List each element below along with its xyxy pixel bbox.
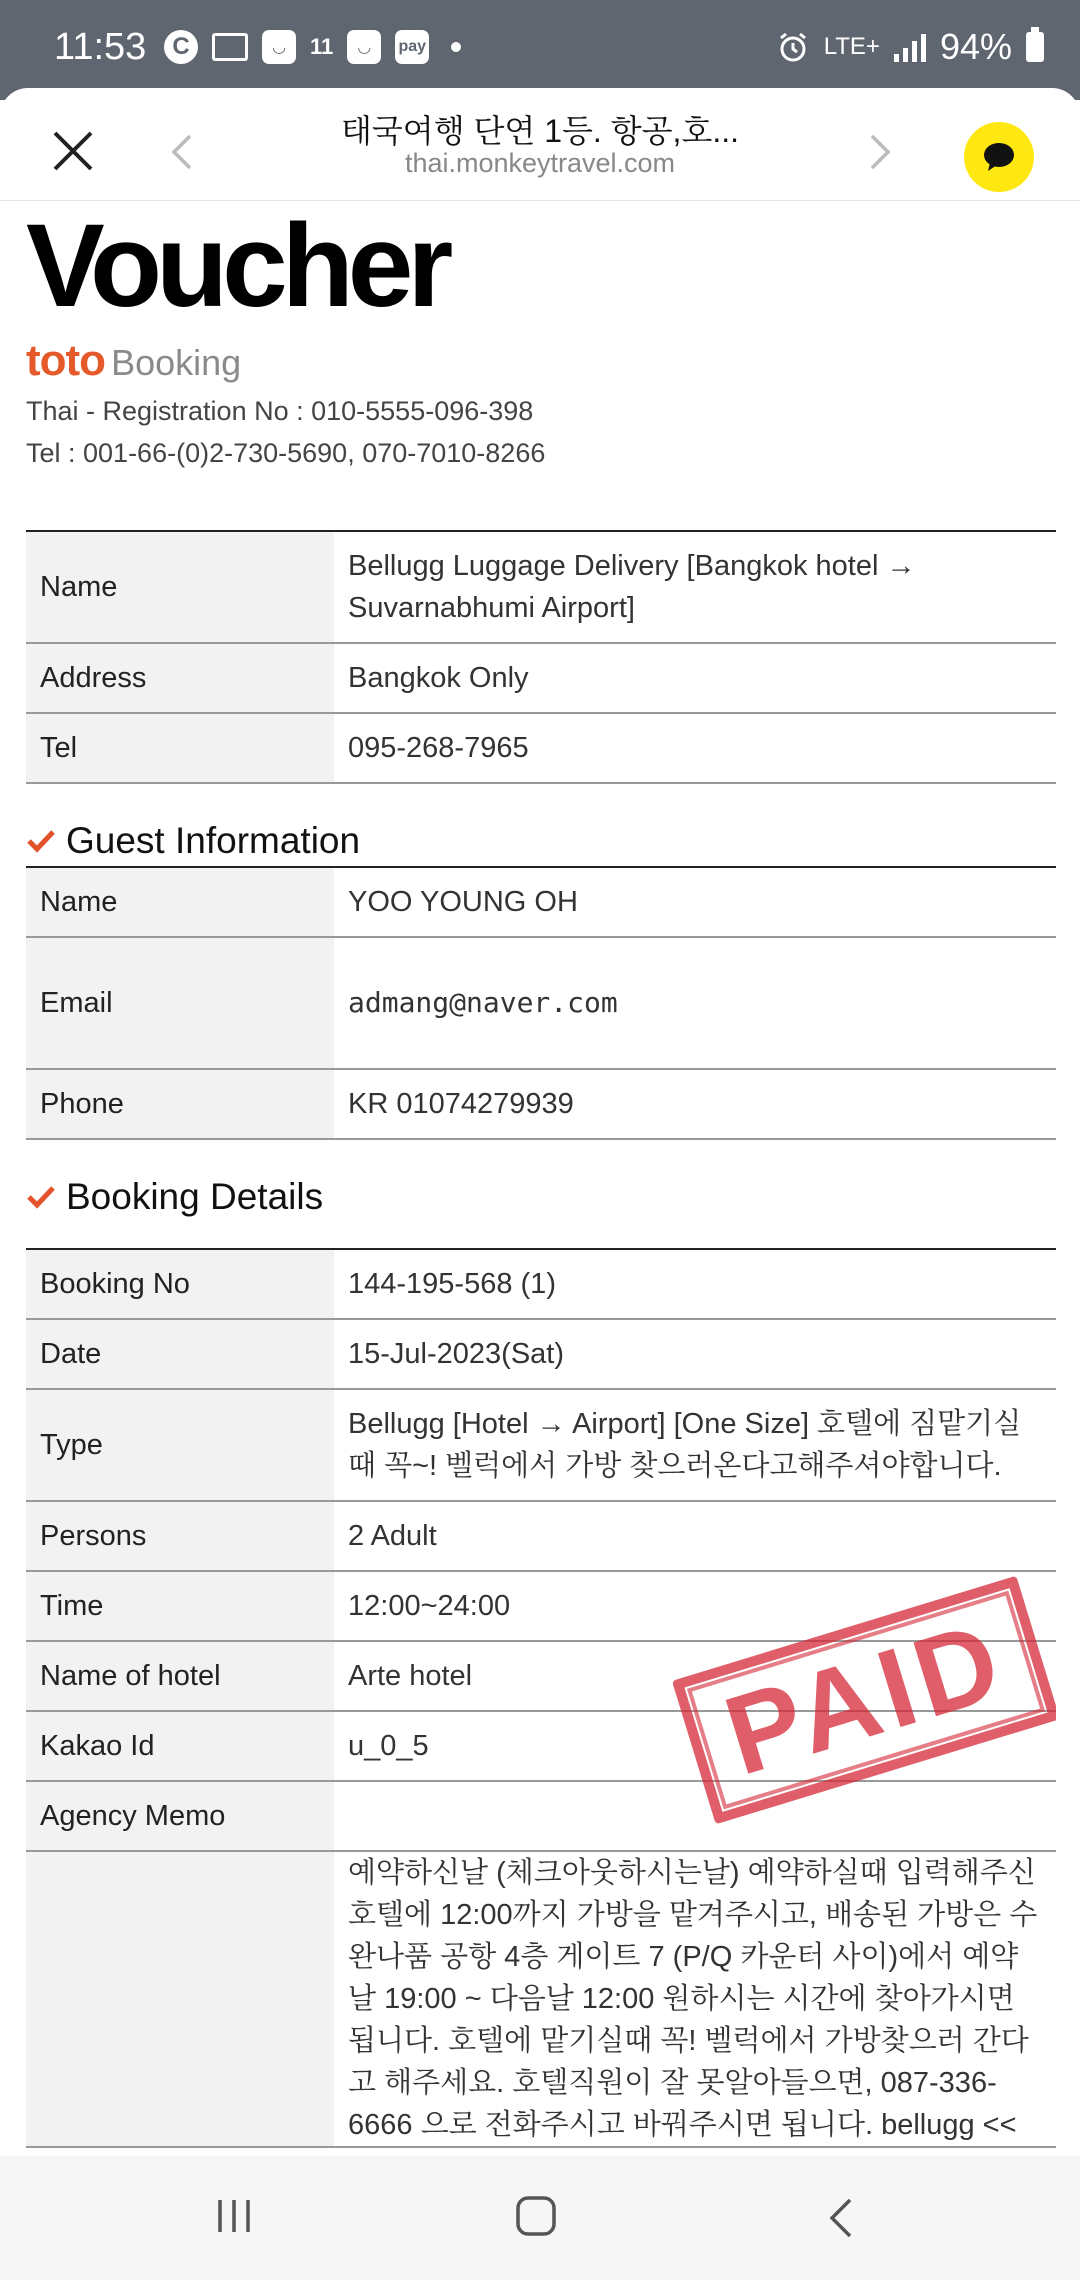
logo-brand: toto [26,336,106,385]
row-label: Tel [26,713,334,783]
row-label: Date [26,1319,334,1389]
more-notifications-dot [451,42,461,52]
row-value: u_0_5 [334,1711,1056,1781]
row-label: Agency Memo [26,1781,334,1851]
row-label: Persons [26,1501,334,1571]
table-row [26,1641,1056,1711]
row-value: 12:00~24:00 [334,1571,1056,1641]
status-bar [0,0,1080,100]
shopping-bag-icon: ◡ [262,30,296,64]
stamp-text: PAID [711,1596,1019,1799]
section-title: Booking Details [66,1176,324,1217]
notification-icons [164,30,461,64]
row-value: 144-195-568 (1) [334,1249,1056,1319]
table-row [26,1389,1056,1501]
row-value: KR 01074279939 [334,1069,1056,1139]
row-label: Name [26,531,334,643]
voucher-title: Voucher [26,200,448,332]
page-url[interactable]: thai.monkeytravel.com [404,148,676,178]
battery-icon [1026,32,1044,62]
card-icon [212,33,248,61]
c-app-icon: C [164,30,198,64]
memo-value: 예약하신날 (체크아웃하시는날) 예약하실때 입력해주신 호텔에 12:00까지 가방을 맡겨주시고, 배송된 가방은 수완나품 공항 4층 게이트 7 (P/Q 카운터 사이)에서 예약날 19:00 ~ 다음날 12:00 원하시는 시간에 찾아가시면 됩니다. 호텔에 맡기실때 꼭! 벨럭에서 가방찾으러 간다고 해주세요. 호텔직원이 잘 못알아들으면, 087-336-6666 으로 전화주시고 바꿔주시면 됩니다. bellugg << [334,1851,1056,2147]
pay-app-icon: pay [395,30,429,64]
email-value[interactable]: admang@naver.com [334,937,1056,1069]
row-value: 15-Jul-2023(Sat) [334,1319,1056,1389]
totobooking-logo [26,336,241,386]
system-nav-bar [0,2156,1080,2280]
checkmark-icon [26,828,56,854]
table-row [26,1319,1056,1389]
browser-toolbar [0,88,1080,201]
back-arrow-icon[interactable] [166,132,196,172]
row-label: Address [26,643,334,713]
guest-info-heading [26,820,360,862]
row-label: Booking No [26,1249,334,1319]
back-icon[interactable] [822,2196,862,2240]
network-type: LTE+ [823,33,880,60]
product-table [26,530,1056,784]
voucher-content [26,200,1056,2156]
row-label: Email [26,937,334,1069]
row-value: Bellugg [Hotel → Airport] [One Size] 호텔에 짐맡기실때 꼭~! 벨럭에서 가방 찾으러온다고해주셔야합니다. [334,1389,1056,1501]
table-row [26,713,1056,783]
registration-number: Thai - Registration No : 010-5555-096-398 [26,396,534,426]
row-value: Arte hotel [334,1641,1056,1711]
row-label: Name of hotel [26,1641,334,1711]
status-time: 11:53 [54,26,147,68]
checkmark-icon [26,1184,56,1210]
close-icon[interactable] [50,128,96,174]
chat-bubble-icon [982,141,1016,173]
eleven-street-icon: 11 [310,34,334,59]
booking-table [26,1248,1056,2148]
page-title: 태국여행 단연 1등. 항공,호... [340,113,740,149]
alarm-icon [776,30,810,64]
table-row [26,531,1056,643]
signal-icon [894,32,926,62]
row-value: Bangkok Only [334,643,1056,713]
table-row [26,1069,1056,1139]
table-row [26,643,1056,713]
guest-table [26,866,1056,1140]
shopping-bag-icon-2: ◡ [347,30,381,64]
table-row [26,1851,1056,2147]
table-row [26,1249,1056,1319]
row-value: YOO YOUNG OH [334,867,1056,937]
section-title: Guest Information [66,820,361,861]
company-tel: Tel : 001-66-(0)2-730-5690, 070-7010-8266 [26,438,546,468]
row-label: Time [26,1571,334,1641]
table-row [26,867,1056,937]
row-value: Bellugg Luggage Delivery [Bangkok hotel → Suvarnabhumi Airport] [334,531,1056,643]
kakao-chat-button[interactable] [964,122,1034,192]
row-label: Type [26,1389,334,1501]
row-value: 095-268-7965 [334,713,1056,783]
table-row [26,1711,1056,1781]
table-row [26,937,1056,1069]
row-label: Name [26,867,334,937]
row-label: Kakao Id [26,1711,334,1781]
forward-arrow-icon[interactable] [866,132,896,172]
logo-suffix: Booking [111,342,242,383]
system-status [776,26,1044,68]
table-row [26,1571,1056,1641]
recent-apps-icon[interactable] [214,2196,254,2236]
row-label: Phone [26,1069,334,1139]
row-value: 2 Adult [334,1501,1056,1571]
booking-details-heading [26,1176,323,1218]
row-value [334,1781,1056,1851]
memo-label-cell [26,1851,334,2147]
home-icon[interactable] [514,2194,558,2238]
table-row [26,1781,1056,1851]
battery-percent: 94% [939,26,1012,67]
table-row [26,1501,1056,1571]
